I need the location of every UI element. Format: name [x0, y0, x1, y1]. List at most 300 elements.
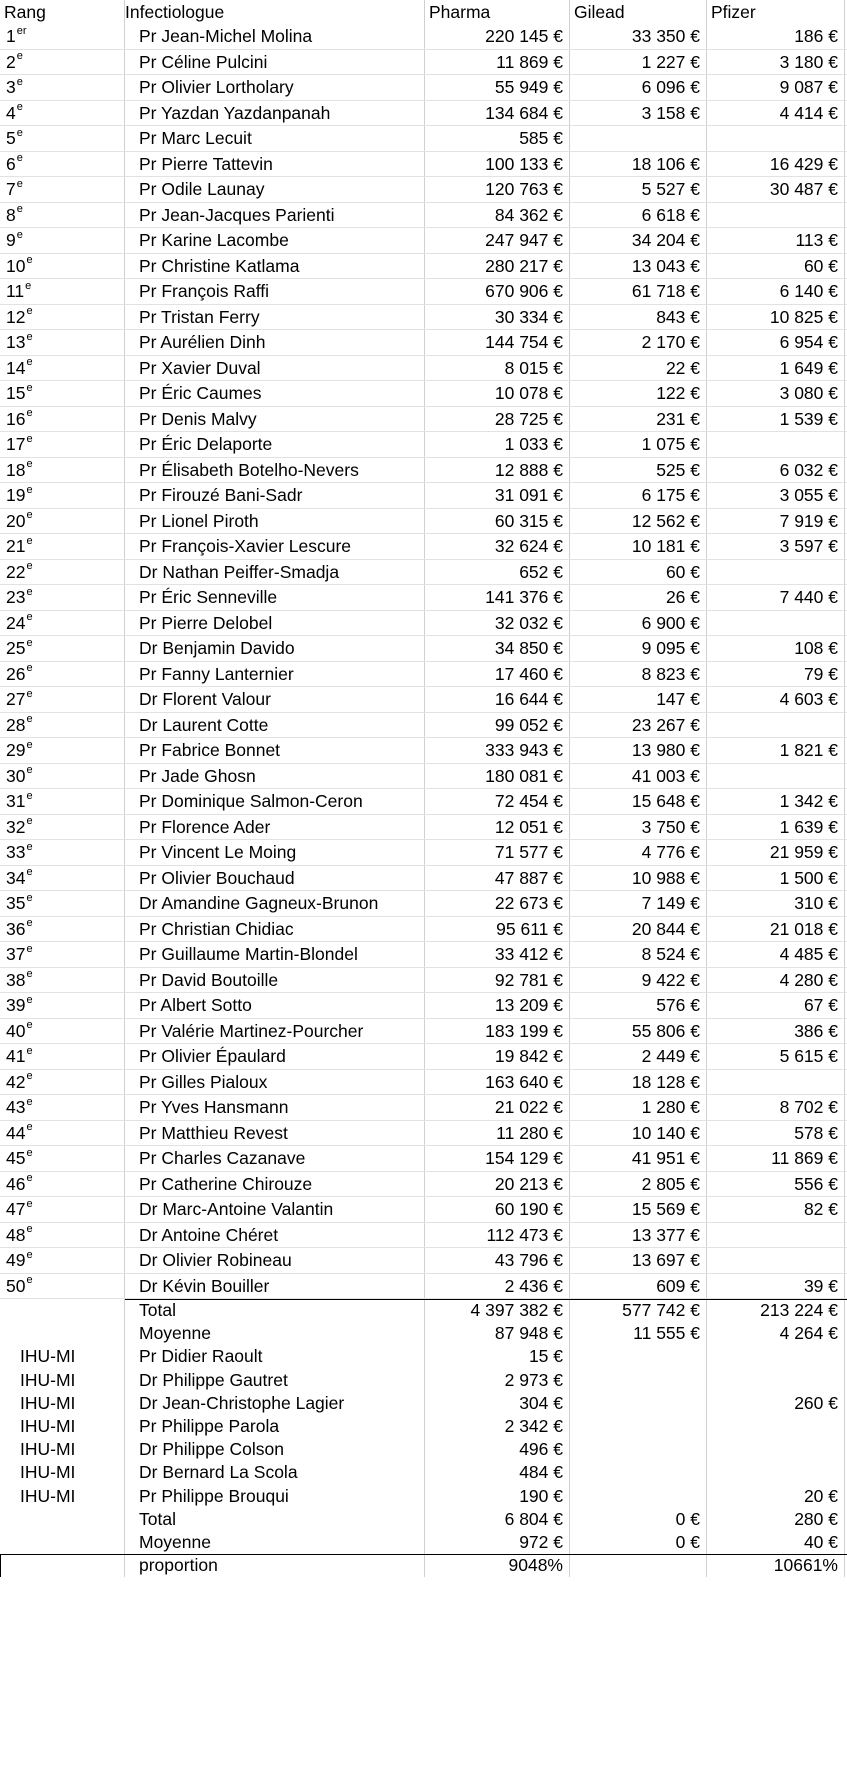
gilead-cell[interactable]: 3 750 € — [570, 815, 707, 841]
gilead-cell[interactable]: 10 181 € — [570, 534, 707, 560]
pfizer-cell[interactable]: 1 821 € — [707, 738, 845, 764]
group-cell[interactable]: IHU-MI — [0, 1438, 125, 1461]
rank-cell[interactable] — [0, 585, 125, 611]
pfizer-cell[interactable]: 21 018 € — [707, 917, 845, 943]
gilead-cell[interactable]: 1 075 € — [570, 432, 707, 458]
pfizer-cell[interactable]: 6 954 € — [707, 330, 845, 356]
pharma-cell[interactable]: 280 217 € — [425, 254, 570, 280]
pfizer-cell[interactable]: 9 087 € — [707, 75, 845, 101]
name-cell[interactable]: Dr Florent Valour — [125, 687, 425, 713]
gilead-cell[interactable]: 13 980 € — [570, 738, 707, 764]
rank-cell[interactable] — [0, 330, 125, 356]
gilead-cell[interactable]: 23 267 € — [570, 713, 707, 739]
pfizer-cell[interactable]: 260 € — [707, 1392, 845, 1415]
name-cell[interactable]: Pr Lionel Piroth — [125, 509, 425, 535]
name-cell[interactable]: Pr Olivier Épaulard — [125, 1044, 425, 1070]
rank-cell[interactable] — [0, 815, 125, 841]
name-cell[interactable]: Dr Marc-Antoine Valantin — [125, 1197, 425, 1223]
rank-cell[interactable] — [0, 764, 125, 790]
gilead-cell[interactable]: 6 175 € — [570, 483, 707, 509]
name-cell[interactable]: Pr Dominique Salmon-Ceron — [125, 789, 425, 815]
name-cell[interactable]: Pr Gilles Pialoux — [125, 1070, 425, 1096]
pfizer-cell[interactable]: 8 702 € — [707, 1095, 845, 1121]
pharma-cell[interactable]: 72 454 € — [425, 789, 570, 815]
pharma-cell[interactable]: 141 376 € — [425, 585, 570, 611]
gilead-cell[interactable]: 7 149 € — [570, 891, 707, 917]
gilead-cell[interactable]: 41 951 € — [570, 1146, 707, 1172]
pfizer-cell[interactable]: 4 414 € — [707, 101, 845, 127]
pharma-cell[interactable]: 31 091 € — [425, 483, 570, 509]
rank-cell[interactable] — [0, 560, 125, 586]
rank-cell[interactable] — [0, 1121, 125, 1147]
name-cell[interactable]: Dr Kévin Bouiller — [125, 1274, 425, 1300]
name-cell[interactable]: Pr Odile Launay — [125, 177, 425, 203]
name-cell[interactable]: Pr Aurélien Dinh — [125, 330, 425, 356]
gilead-cell[interactable]: 20 844 € — [570, 917, 707, 943]
rank-cell[interactable] — [0, 1146, 125, 1172]
gilead-cell[interactable]: 12 562 € — [570, 509, 707, 535]
pfizer-cell[interactable] — [707, 126, 845, 152]
gilead-cell[interactable]: 18 128 € — [570, 1070, 707, 1096]
pfizer-cell[interactable]: 113 € — [707, 228, 845, 254]
name-cell[interactable]: Pr Olivier Lortholary — [125, 75, 425, 101]
pfizer-cell[interactable]: 11 869 € — [707, 1146, 845, 1172]
rank-cell[interactable] — [0, 993, 125, 1019]
name-cell[interactable]: Pr Fabrice Bonnet — [125, 738, 425, 764]
pharma-cell[interactable]: 55 949 € — [425, 75, 570, 101]
pfizer-cell[interactable]: 7 919 € — [707, 509, 845, 535]
gilead-cell[interactable]: 8 823 € — [570, 662, 707, 688]
pharma-cell[interactable]: 2 973 € — [425, 1369, 570, 1392]
gilead-cell[interactable]: 26 € — [570, 585, 707, 611]
gilead-cell[interactable]: 843 € — [570, 305, 707, 331]
rank-cell[interactable] — [0, 713, 125, 739]
pfizer-cell[interactable]: 6 032 € — [707, 458, 845, 484]
pharma-cell[interactable]: 30 334 € — [425, 305, 570, 331]
pfizer-cell[interactable]: 556 € — [707, 1172, 845, 1198]
rank-cell[interactable] — [0, 1095, 125, 1121]
pharma-cell[interactable]: 47 887 € — [425, 866, 570, 892]
header-gilead[interactable]: Gilead — [570, 0, 707, 24]
pharma-cell[interactable]: 154 129 € — [425, 1146, 570, 1172]
rank-cell[interactable] — [0, 407, 125, 433]
rank-cell[interactable] — [0, 279, 125, 305]
pfizer-cell[interactable]: 1 639 € — [707, 815, 845, 841]
gilead-cell[interactable]: 18 106 € — [570, 152, 707, 178]
pharma-cell[interactable]: 16 644 € — [425, 687, 570, 713]
name-cell[interactable]: Pr Catherine Chirouze — [125, 1172, 425, 1198]
gilead-cell[interactable]: 576 € — [570, 993, 707, 1019]
gilead-cell[interactable] — [570, 1345, 707, 1368]
pfizer-cell[interactable]: 6 140 € — [707, 279, 845, 305]
pharma-cell[interactable]: 99 052 € — [425, 713, 570, 739]
pfizer-cell[interactable]: 10661% — [707, 1554, 845, 1577]
pfizer-cell[interactable]: 5 615 € — [707, 1044, 845, 1070]
rank-cell[interactable] — [0, 152, 125, 178]
pfizer-cell[interactable]: 40 € — [707, 1531, 845, 1554]
name-cell[interactable]: Dr Olivier Robineau — [125, 1248, 425, 1274]
pharma-cell[interactable]: 972 € — [425, 1531, 570, 1554]
pfizer-cell[interactable] — [707, 1248, 845, 1274]
pharma-cell[interactable]: 60 315 € — [425, 509, 570, 535]
rank-cell[interactable] — [0, 228, 125, 254]
pharma-cell[interactable]: 2 436 € — [425, 1274, 570, 1300]
pfizer-cell[interactable] — [707, 203, 845, 229]
pfizer-cell[interactable]: 1 649 € — [707, 356, 845, 382]
group-cell[interactable]: IHU-MI — [0, 1485, 125, 1508]
pharma-cell[interactable]: 670 906 € — [425, 279, 570, 305]
gilead-cell[interactable]: 9 422 € — [570, 968, 707, 994]
pharma-cell[interactable]: 11 869 € — [425, 50, 570, 76]
pfizer-cell[interactable]: 386 € — [707, 1019, 845, 1045]
name-cell[interactable]: Pr Didier Raoult — [125, 1345, 425, 1368]
rank-cell[interactable] — [0, 942, 125, 968]
pharma-cell[interactable]: 20 213 € — [425, 1172, 570, 1198]
name-cell[interactable]: Pr Jade Ghosn — [125, 764, 425, 790]
pharma-cell[interactable]: 32 032 € — [425, 611, 570, 637]
pharma-cell[interactable]: 144 754 € — [425, 330, 570, 356]
pfizer-cell[interactable] — [707, 611, 845, 637]
rank-cell[interactable] — [0, 24, 125, 50]
gilead-cell[interactable] — [570, 1485, 707, 1508]
gilead-cell[interactable]: 1 227 € — [570, 50, 707, 76]
rank-cell[interactable] — [0, 101, 125, 127]
pharma-cell[interactable]: 11 280 € — [425, 1121, 570, 1147]
pharma-cell[interactable]: 8 015 € — [425, 356, 570, 382]
gilead-cell[interactable]: 6 900 € — [570, 611, 707, 637]
pfizer-cell[interactable]: 3 055 € — [707, 483, 845, 509]
name-cell[interactable]: Pr Yves Hansmann — [125, 1095, 425, 1121]
name-cell[interactable]: Pr Christian Chidiac — [125, 917, 425, 943]
gilead-cell[interactable]: 11 555 € — [570, 1322, 707, 1345]
gilead-cell[interactable]: 231 € — [570, 407, 707, 433]
pharma-cell[interactable]: 2 342 € — [425, 1415, 570, 1438]
pfizer-cell[interactable]: 16 429 € — [707, 152, 845, 178]
gilead-cell[interactable]: 2 170 € — [570, 330, 707, 356]
pharma-cell[interactable]: 19 842 € — [425, 1044, 570, 1070]
gilead-cell[interactable]: 22 € — [570, 356, 707, 382]
name-cell[interactable]: Pr Éric Delaporte — [125, 432, 425, 458]
pharma-cell[interactable]: 71 577 € — [425, 840, 570, 866]
pharma-cell[interactable]: 33 412 € — [425, 942, 570, 968]
gilead-cell[interactable]: 147 € — [570, 687, 707, 713]
gilead-cell[interactable]: 3 158 € — [570, 101, 707, 127]
rank-cell[interactable] — [0, 126, 125, 152]
pharma-cell[interactable]: 6 804 € — [425, 1508, 570, 1531]
gilead-cell[interactable]: 10 988 € — [570, 866, 707, 892]
name-cell[interactable]: Pr Pierre Tattevin — [125, 152, 425, 178]
name-cell[interactable]: Pr Christine Katlama — [125, 254, 425, 280]
pharma-cell[interactable]: 163 640 € — [425, 1070, 570, 1096]
pfizer-cell[interactable]: 20 € — [707, 1485, 845, 1508]
group-cell[interactable]: IHU-MI — [0, 1369, 125, 1392]
pfizer-cell[interactable]: 21 959 € — [707, 840, 845, 866]
gilead-cell[interactable]: 15 569 € — [570, 1197, 707, 1223]
name-cell[interactable]: Pr Karine Lacombe — [125, 228, 425, 254]
pfizer-cell[interactable]: 213 224 € — [707, 1299, 845, 1322]
name-cell[interactable]: Pr Olivier Bouchaud — [125, 866, 425, 892]
name-cell[interactable]: Dr Benjamin Davido — [125, 636, 425, 662]
pfizer-cell[interactable]: 108 € — [707, 636, 845, 662]
pfizer-cell[interactable] — [707, 1345, 845, 1368]
rank-cell[interactable] — [0, 534, 125, 560]
name-cell[interactable]: Pr Philippe Parola — [125, 1415, 425, 1438]
gilead-cell[interactable]: 13 043 € — [570, 254, 707, 280]
pfizer-cell[interactable]: 67 € — [707, 993, 845, 1019]
name-cell[interactable]: Dr Laurent Cotte — [125, 713, 425, 739]
rank-cell[interactable] — [0, 1019, 125, 1045]
rank-cell[interactable] — [0, 75, 125, 101]
rank-cell[interactable] — [0, 840, 125, 866]
pharma-cell[interactable]: 21 022 € — [425, 1095, 570, 1121]
rank-cell[interactable] — [0, 254, 125, 280]
name-cell[interactable]: Pr Élisabeth Botelho-Nevers — [125, 458, 425, 484]
group-cell[interactable]: IHU-MI — [0, 1415, 125, 1438]
name-cell[interactable]: Pr Jean-Michel Molina — [125, 24, 425, 50]
pharma-cell[interactable]: 22 673 € — [425, 891, 570, 917]
gilead-cell[interactable]: 6 096 € — [570, 75, 707, 101]
pfizer-cell[interactable]: 310 € — [707, 891, 845, 917]
name-cell[interactable]: Pr Guillaume Martin-Blondel — [125, 942, 425, 968]
name-cell[interactable]: Pr Xavier Duval — [125, 356, 425, 382]
pharma-cell[interactable]: 112 473 € — [425, 1223, 570, 1249]
name-cell[interactable]: Pr Fanny Lanternier — [125, 662, 425, 688]
pharma-cell[interactable]: 84 362 € — [425, 203, 570, 229]
rank-cell[interactable] — [0, 866, 125, 892]
name-cell[interactable]: Pr Denis Malvy — [125, 407, 425, 433]
rank-cell[interactable] — [0, 789, 125, 815]
pfizer-cell[interactable]: 10 825 € — [707, 305, 845, 331]
rank-cell[interactable] — [0, 1274, 125, 1300]
rank-cell[interactable] — [0, 636, 125, 662]
pfizer-cell[interactable]: 1 539 € — [707, 407, 845, 433]
pharma-cell[interactable]: 1 033 € — [425, 432, 570, 458]
pharma-cell[interactable]: 43 796 € — [425, 1248, 570, 1274]
pfizer-cell[interactable]: 7 440 € — [707, 585, 845, 611]
pharma-cell[interactable]: 9048% — [425, 1554, 570, 1577]
name-cell[interactable]: Dr Bernard La Scola — [125, 1461, 425, 1484]
name-cell[interactable]: Pr Céline Pulcini — [125, 50, 425, 76]
pharma-cell[interactable]: 4 397 382 € — [425, 1299, 570, 1322]
pfizer-cell[interactable]: 3 597 € — [707, 534, 845, 560]
gilead-cell[interactable]: 0 € — [570, 1531, 707, 1554]
pfizer-cell[interactable] — [707, 1461, 845, 1484]
pharma-cell[interactable]: 34 850 € — [425, 636, 570, 662]
gilead-cell[interactable]: 609 € — [570, 1274, 707, 1300]
pfizer-cell[interactable]: 30 487 € — [707, 177, 845, 203]
pharma-cell[interactable]: 120 763 € — [425, 177, 570, 203]
gilead-cell[interactable]: 525 € — [570, 458, 707, 484]
name-cell[interactable]: Dr Antoine Chéret — [125, 1223, 425, 1249]
rank-cell[interactable] — [0, 203, 125, 229]
pfizer-cell[interactable] — [707, 432, 845, 458]
rank-cell[interactable] — [0, 917, 125, 943]
pfizer-cell[interactable] — [707, 1223, 845, 1249]
pfizer-cell[interactable]: 4 603 € — [707, 687, 845, 713]
rank-cell[interactable] — [0, 1070, 125, 1096]
pharma-cell[interactable]: 484 € — [425, 1461, 570, 1484]
rank-cell[interactable] — [0, 611, 125, 637]
gilead-cell[interactable]: 2 449 € — [570, 1044, 707, 1070]
pharma-cell[interactable]: 585 € — [425, 126, 570, 152]
pharma-cell[interactable]: 190 € — [425, 1485, 570, 1508]
gilead-cell[interactable] — [570, 1415, 707, 1438]
pharma-cell[interactable]: 92 781 € — [425, 968, 570, 994]
gilead-cell[interactable]: 55 806 € — [570, 1019, 707, 1045]
gilead-cell[interactable]: 61 718 € — [570, 279, 707, 305]
pfizer-cell[interactable]: 578 € — [707, 1121, 845, 1147]
header-infectiologue[interactable]: Infectiologue — [125, 0, 425, 24]
group-cell[interactable]: IHU-MI — [0, 1392, 125, 1415]
gilead-cell[interactable]: 6 618 € — [570, 203, 707, 229]
pharma-cell[interactable]: 247 947 € — [425, 228, 570, 254]
rank-cell[interactable] — [0, 381, 125, 407]
group-cell[interactable]: IHU-MI — [0, 1345, 125, 1368]
pfizer-cell[interactable]: 79 € — [707, 662, 845, 688]
gilead-cell[interactable]: 1 280 € — [570, 1095, 707, 1121]
rank-cell[interactable] — [0, 738, 125, 764]
name-cell[interactable]: Pr Philippe Brouqui — [125, 1485, 425, 1508]
pfizer-cell[interactable]: 60 € — [707, 254, 845, 280]
gilead-cell[interactable] — [570, 126, 707, 152]
pfizer-cell[interactable] — [707, 713, 845, 739]
pharma-cell[interactable]: 496 € — [425, 1438, 570, 1461]
gilead-cell[interactable]: 9 095 € — [570, 636, 707, 662]
pharma-cell[interactable]: 12 888 € — [425, 458, 570, 484]
pfizer-cell[interactable]: 1 342 € — [707, 789, 845, 815]
name-cell[interactable]: Dr Nathan Peiffer-Smadja — [125, 560, 425, 586]
gilead-cell[interactable]: 0 € — [570, 1508, 707, 1531]
gilead-cell[interactable]: 41 003 € — [570, 764, 707, 790]
pharma-cell[interactable]: 32 624 € — [425, 534, 570, 560]
gilead-cell[interactable]: 13 697 € — [570, 1248, 707, 1274]
pfizer-cell[interactable] — [707, 1438, 845, 1461]
pfizer-cell[interactable]: 186 € — [707, 24, 845, 50]
gilead-cell[interactable]: 2 805 € — [570, 1172, 707, 1198]
rank-cell[interactable] — [0, 687, 125, 713]
pfizer-cell[interactable] — [707, 1070, 845, 1096]
name-cell[interactable]: Pr Valérie Martinez-Pourcher — [125, 1019, 425, 1045]
pharma-cell[interactable]: 28 725 € — [425, 407, 570, 433]
pfizer-cell[interactable]: 1 500 € — [707, 866, 845, 892]
pharma-cell[interactable]: 60 190 € — [425, 1197, 570, 1223]
gilead-cell[interactable]: 34 204 € — [570, 228, 707, 254]
gilead-cell[interactable] — [570, 1461, 707, 1484]
rank-cell[interactable] — [0, 1044, 125, 1070]
gilead-cell[interactable] — [570, 1369, 707, 1392]
rank-cell[interactable] — [0, 1223, 125, 1249]
pharma-cell[interactable]: 220 145 € — [425, 24, 570, 50]
rank-cell[interactable] — [0, 483, 125, 509]
name-cell[interactable]: Pr Jean-Jacques Parienti — [125, 203, 425, 229]
pfizer-cell[interactable]: 4 264 € — [707, 1322, 845, 1345]
name-cell[interactable]: Pr Albert Sotto — [125, 993, 425, 1019]
rank-cell[interactable] — [0, 50, 125, 76]
gilead-cell[interactable] — [570, 1554, 707, 1577]
pharma-cell[interactable]: 333 943 € — [425, 738, 570, 764]
name-cell[interactable]: Dr Philippe Gautret — [125, 1369, 425, 1392]
rank-cell[interactable] — [0, 458, 125, 484]
rank-cell[interactable] — [0, 177, 125, 203]
pharma-cell[interactable]: 17 460 € — [425, 662, 570, 688]
rank-cell[interactable] — [0, 1248, 125, 1274]
name-cell[interactable]: Pr Florence Ader — [125, 815, 425, 841]
header-pharma[interactable]: Pharma — [425, 0, 570, 24]
pharma-cell[interactable]: 95 611 € — [425, 917, 570, 943]
pfizer-cell[interactable]: 82 € — [707, 1197, 845, 1223]
pharma-cell[interactable]: 13 209 € — [425, 993, 570, 1019]
gilead-cell[interactable]: 5 527 € — [570, 177, 707, 203]
rank-cell[interactable] — [0, 432, 125, 458]
name-cell[interactable]: Pr Marc Lecuit — [125, 126, 425, 152]
name-cell[interactable]: Dr Philippe Colson — [125, 1438, 425, 1461]
name-cell[interactable]: Pr Tristan Ferry — [125, 305, 425, 331]
header-pfizer[interactable]: Pfizer — [707, 0, 845, 24]
rank-cell[interactable] — [0, 891, 125, 917]
pfizer-cell[interactable]: 3 180 € — [707, 50, 845, 76]
gilead-cell[interactable]: 15 648 € — [570, 789, 707, 815]
pharma-cell[interactable]: 100 133 € — [425, 152, 570, 178]
pfizer-cell[interactable]: 4 280 € — [707, 968, 845, 994]
pharma-cell[interactable]: 10 078 € — [425, 381, 570, 407]
name-cell[interactable]: Pr Pierre Delobel — [125, 611, 425, 637]
pharma-cell[interactable]: 87 948 € — [425, 1322, 570, 1345]
rank-cell[interactable] — [0, 1197, 125, 1223]
name-cell[interactable]: Dr Jean-Christophe Lagier — [125, 1392, 425, 1415]
name-cell[interactable]: Pr Matthieu Revest — [125, 1121, 425, 1147]
gilead-cell[interactable]: 122 € — [570, 381, 707, 407]
gilead-cell[interactable]: 577 742 € — [570, 1299, 707, 1322]
name-cell[interactable]: Pr David Boutoille — [125, 968, 425, 994]
rank-cell[interactable] — [0, 509, 125, 535]
gilead-cell[interactable] — [570, 1392, 707, 1415]
header-rang[interactable]: Rang — [0, 0, 125, 24]
name-cell[interactable]: Pr Firouzé Bani-Sadr — [125, 483, 425, 509]
pharma-cell[interactable]: 180 081 € — [425, 764, 570, 790]
pfizer-cell[interactable]: 280 € — [707, 1508, 845, 1531]
name-cell[interactable]: Pr François-Xavier Lescure — [125, 534, 425, 560]
name-cell[interactable]: Pr François Raffi — [125, 279, 425, 305]
pfizer-cell[interactable]: 4 485 € — [707, 942, 845, 968]
gilead-cell[interactable]: 13 377 € — [570, 1223, 707, 1249]
gilead-cell[interactable]: 10 140 € — [570, 1121, 707, 1147]
pfizer-cell[interactable] — [707, 764, 845, 790]
name-cell[interactable]: Pr Éric Senneville — [125, 585, 425, 611]
pharma-cell[interactable]: 134 684 € — [425, 101, 570, 127]
rank-cell[interactable] — [0, 1172, 125, 1198]
name-cell[interactable]: Dr Amandine Gagneux-Brunon — [125, 891, 425, 917]
pfizer-cell[interactable]: 3 080 € — [707, 381, 845, 407]
name-cell[interactable]: Pr Yazdan Yazdanpanah — [125, 101, 425, 127]
pharma-cell[interactable]: 304 € — [425, 1392, 570, 1415]
name-cell[interactable]: Pr Éric Caumes — [125, 381, 425, 407]
group-cell[interactable]: IHU-MI — [0, 1461, 125, 1484]
rank-cell[interactable] — [0, 305, 125, 331]
rank-cell[interactable] — [0, 968, 125, 994]
gilead-cell[interactable]: 4 776 € — [570, 840, 707, 866]
pfizer-cell[interactable]: 39 € — [707, 1274, 845, 1300]
gilead-cell[interactable] — [570, 1438, 707, 1461]
rank-cell[interactable] — [0, 356, 125, 382]
pfizer-cell[interactable] — [707, 560, 845, 586]
gilead-cell[interactable]: 8 524 € — [570, 942, 707, 968]
gilead-cell[interactable]: 33 350 € — [570, 24, 707, 50]
pharma-cell[interactable]: 12 051 € — [425, 815, 570, 841]
pharma-cell[interactable]: 652 € — [425, 560, 570, 586]
pharma-cell[interactable]: 183 199 € — [425, 1019, 570, 1045]
gilead-cell[interactable]: 60 € — [570, 560, 707, 586]
name-cell[interactable]: Pr Vincent Le Moing — [125, 840, 425, 866]
